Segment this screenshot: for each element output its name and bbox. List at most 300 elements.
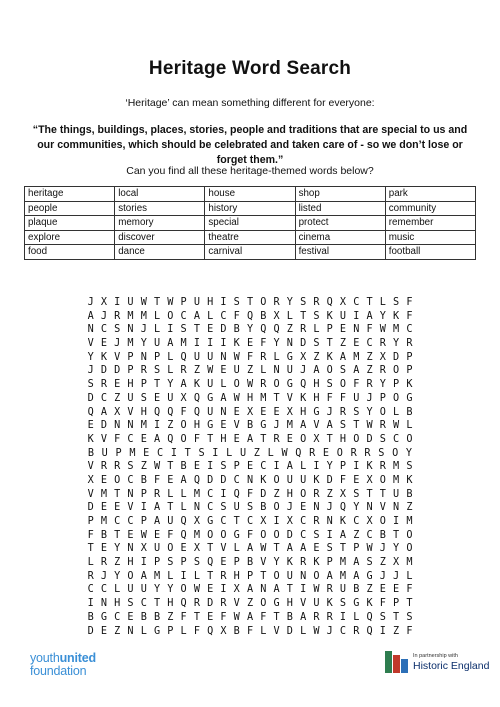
grid-letter: I xyxy=(170,447,177,459)
page-title: Heritage Word Search xyxy=(148,58,352,79)
grid-letter: R xyxy=(366,379,373,391)
grid-letter: V xyxy=(379,502,386,514)
grid-letter: A xyxy=(300,420,307,432)
grid-letter: P xyxy=(233,461,240,473)
grid-letter: C xyxy=(100,392,107,404)
historic-england-logo xyxy=(385,651,489,673)
grid-letter: X xyxy=(193,516,200,527)
youth-united-logo xyxy=(30,652,96,678)
grid-letter: A xyxy=(246,611,254,623)
grid-letter: K xyxy=(233,338,240,350)
grid-letter: S xyxy=(326,543,333,555)
grid-letter: P xyxy=(140,516,147,527)
grid-letter: Q xyxy=(339,502,347,514)
grid-letter: M xyxy=(393,474,400,486)
grid-letter: V xyxy=(273,625,280,637)
grid-letter: U xyxy=(207,351,214,363)
grid-letter: D xyxy=(393,351,400,363)
grid-letter: L xyxy=(180,625,187,637)
logo-word-youth: youth xyxy=(30,651,60,665)
grid-letter: V xyxy=(127,406,134,418)
grid-letter: O xyxy=(353,433,360,445)
grid-letter: G xyxy=(273,598,280,610)
grid-letter: P xyxy=(87,516,94,527)
grid-letter: D xyxy=(286,625,293,637)
grid-letter: S xyxy=(379,433,386,445)
grid-letter: L xyxy=(379,297,386,308)
grid-letter: A xyxy=(353,365,360,377)
grid-letter: Q xyxy=(300,379,307,391)
grid-letter: J xyxy=(114,338,121,350)
word-list-cell: history xyxy=(205,201,295,216)
grid-letter: R xyxy=(300,557,307,569)
grid-letter: V xyxy=(233,598,240,610)
word-list-cell: cinema xyxy=(295,230,385,245)
grid-letter: Y xyxy=(393,543,400,555)
grid-letter: J xyxy=(379,570,386,582)
grid-letter: V xyxy=(100,433,107,445)
grid-letter: E xyxy=(127,529,134,541)
grid-row xyxy=(84,474,416,488)
grid-row xyxy=(84,433,416,447)
grid-letter: M xyxy=(393,461,400,473)
word-list-row xyxy=(25,230,476,245)
grid-letter: R xyxy=(273,297,280,308)
grid-letter: L xyxy=(353,611,360,623)
grid-letter: C xyxy=(140,598,147,610)
grid-letter: Y xyxy=(273,338,280,350)
grid-letter: R xyxy=(309,447,316,459)
grid-letter: O xyxy=(127,570,134,582)
grid-letter: F xyxy=(406,584,413,596)
grid-letter: N xyxy=(286,338,293,350)
word-list-cell: special xyxy=(205,216,295,231)
word-list-row xyxy=(25,187,476,202)
grid-letter: U xyxy=(339,584,347,596)
grid-letter: P xyxy=(140,488,147,500)
grid-letter: H xyxy=(233,570,240,582)
grid-letter: C xyxy=(220,310,227,322)
grid-row xyxy=(84,310,416,324)
grid-letter: U xyxy=(233,502,240,514)
grid-letter: H xyxy=(246,392,254,404)
word-list-cell: remember xyxy=(385,216,475,231)
grid-letter: E xyxy=(140,433,147,445)
grid-letter: Z xyxy=(393,625,400,637)
grid-letter: E xyxy=(143,447,150,459)
grid-letter: L xyxy=(180,488,187,500)
grid-letter: C xyxy=(114,611,121,623)
grid-letter: L xyxy=(233,543,240,555)
grid-letter: A xyxy=(313,365,320,377)
grid-letter: S xyxy=(220,502,227,514)
grid-letter: O xyxy=(406,529,413,541)
grid-letter: L xyxy=(220,379,227,391)
grid-letter: R xyxy=(273,433,280,445)
grid-letter: X xyxy=(100,297,107,308)
grid-letter: X xyxy=(273,310,280,322)
grid-letter: L xyxy=(87,557,94,569)
grid-letter: Y xyxy=(405,447,413,459)
grid-letter: E xyxy=(313,543,320,555)
grid-letter: L xyxy=(114,584,121,596)
grid-letter: J xyxy=(100,570,107,582)
grid-letter: J xyxy=(393,570,400,582)
grid-letter: O xyxy=(379,406,386,418)
grid-letter: Q xyxy=(193,474,200,486)
grid-letter: M xyxy=(129,447,136,459)
grid-letter: U xyxy=(313,598,320,610)
grid-letter: I xyxy=(313,461,320,473)
grid-letter: V xyxy=(300,598,307,610)
grid-letter: U xyxy=(167,516,174,527)
grid-letter: T xyxy=(207,433,214,445)
grid-letter: D xyxy=(366,433,373,445)
grid-letter: L xyxy=(167,351,174,363)
grid-letter: R xyxy=(260,379,267,391)
grid-letter: P xyxy=(326,557,333,569)
grid-letter: P xyxy=(406,365,413,377)
grid-letter: N xyxy=(114,420,121,432)
grid-letter: T xyxy=(193,611,200,623)
grid-letter: A xyxy=(220,392,227,404)
grid-letter: E xyxy=(300,502,307,514)
word-list-cell: festival xyxy=(295,245,385,260)
grid-letter: L xyxy=(167,365,174,377)
grid-letter: T xyxy=(207,570,214,582)
grid-letter: Z xyxy=(353,529,360,541)
grid-letter: B xyxy=(406,488,413,500)
grid-letter: Y xyxy=(286,297,293,308)
grid-letter: I xyxy=(140,557,147,569)
grid-letter: R xyxy=(114,461,121,473)
grid-letter: T xyxy=(273,611,280,623)
grid-letter: Q xyxy=(207,557,214,569)
grid-letter: K xyxy=(286,557,293,569)
grid-letter: W xyxy=(313,625,320,637)
grid-letter: N xyxy=(260,584,267,596)
grid-letter: X xyxy=(313,433,320,445)
grid-letter: O xyxy=(339,379,347,391)
grid-letter: Y xyxy=(353,502,360,514)
grid-letter: B xyxy=(87,447,94,459)
word-list-cell: community xyxy=(385,201,475,216)
grid-letter: T xyxy=(167,461,174,473)
grid-letter: E xyxy=(260,406,267,418)
grid-letter: N xyxy=(353,324,360,336)
grid-letter: U xyxy=(193,351,200,363)
grid-letter: X xyxy=(300,351,307,363)
grid-letter: P xyxy=(393,598,400,610)
grid-letter: O xyxy=(260,598,267,610)
grid-letter: P xyxy=(115,447,122,459)
grid-letter: V xyxy=(286,392,293,404)
grid-letter: V xyxy=(114,351,121,363)
grid-letter: F xyxy=(180,611,187,623)
grid-letter: C xyxy=(260,461,267,473)
grid-letter: S xyxy=(313,310,320,322)
grid-letter: J xyxy=(300,365,307,377)
grid-letter: J xyxy=(87,365,94,377)
grid-letter: J xyxy=(326,406,333,418)
grid-letter: Y xyxy=(393,338,400,350)
grid-letter: M xyxy=(193,488,200,500)
grid-letter: A xyxy=(246,543,254,555)
grid-letter: U xyxy=(153,338,161,350)
grid-letter: T xyxy=(273,543,280,555)
grid-letter: E xyxy=(193,461,200,473)
grid-letter: D xyxy=(286,529,293,541)
grid-letter: S xyxy=(406,611,413,623)
grid-letter: F xyxy=(406,310,413,322)
grid-letter: T xyxy=(339,543,347,555)
grid-letter: R xyxy=(220,598,227,610)
grid-letter: O xyxy=(326,365,333,377)
grid-letter: N xyxy=(366,502,373,514)
word-list-cell: discover xyxy=(115,230,205,245)
grid-letter: Q xyxy=(153,406,161,418)
grid-letter: E xyxy=(167,474,174,486)
grid-letter: X xyxy=(260,516,267,527)
grid-row xyxy=(84,392,416,406)
grid-letter: Y xyxy=(140,338,147,350)
historic-england-name: Historic England xyxy=(413,659,490,672)
grid-letter: P xyxy=(233,557,240,569)
grid-letter: C xyxy=(180,310,187,322)
word-list-cell: shop xyxy=(295,187,385,202)
grid-letter: U xyxy=(393,488,400,500)
grid-letter: B xyxy=(87,611,94,623)
grid-letter: C xyxy=(300,516,307,527)
grid-letter: O xyxy=(379,474,386,486)
grid-letter: O xyxy=(180,433,187,445)
grid-letter: F xyxy=(246,488,254,500)
grid-letter: S xyxy=(127,598,134,610)
grid-letter: M xyxy=(153,570,161,582)
grid-letter: S xyxy=(167,557,174,569)
grid-letter: N xyxy=(246,474,254,486)
grid-letter: O xyxy=(336,447,343,459)
grid-letter: Y xyxy=(273,557,280,569)
grid-letter: N xyxy=(100,598,107,610)
grid-letter: Z xyxy=(167,611,174,623)
grid-letter: R xyxy=(300,324,307,336)
grid-letter: G xyxy=(313,406,320,418)
grid-letter: I xyxy=(273,516,280,527)
grid-letter: E xyxy=(233,433,240,445)
grid-letter: K xyxy=(406,379,413,391)
grid-letter: U xyxy=(339,310,347,322)
grid-letter: U xyxy=(127,584,134,596)
grid-letter: R xyxy=(379,461,386,473)
word-list-cell: football xyxy=(385,245,475,260)
grid-letter: Z xyxy=(406,502,413,514)
grid-letter: T xyxy=(273,392,280,404)
grid-letter: X xyxy=(393,557,400,569)
grid-letter: R xyxy=(379,338,386,350)
grid-letter: U xyxy=(286,474,293,486)
grid-letter: T xyxy=(193,324,200,336)
grid-letter: H xyxy=(193,420,200,432)
grid-row xyxy=(84,529,416,543)
grid-letter: L xyxy=(167,570,174,582)
grid-letter: U xyxy=(286,570,293,582)
grid-letter: F xyxy=(246,625,254,637)
grid-letter: E xyxy=(127,611,134,623)
grid-letter: U xyxy=(153,543,161,555)
grid-letter: P xyxy=(379,392,386,404)
grid-letter: P xyxy=(140,379,147,391)
grid-letter: R xyxy=(326,584,333,596)
grid-letter: R xyxy=(353,625,360,637)
grid-letter: C xyxy=(114,516,121,527)
grid-letter: C xyxy=(366,529,373,541)
grid-letter: T xyxy=(153,598,161,610)
grid-letter: D xyxy=(300,338,307,350)
grid-letter: Z xyxy=(379,557,386,569)
grid-letter: I xyxy=(87,598,94,610)
grid-letter: Z xyxy=(339,338,347,350)
grid-letter: S xyxy=(339,365,347,377)
grid-letter: Q xyxy=(233,488,240,500)
grid-letter: C xyxy=(100,584,107,596)
grid-letter: N xyxy=(127,543,134,555)
grid-letter: Z xyxy=(366,584,373,596)
grid-letter: W xyxy=(260,543,267,555)
grid-letter: B xyxy=(353,584,360,596)
grid-letter: U xyxy=(300,474,307,486)
grid-letter: Z xyxy=(313,351,320,363)
grid-letter: S xyxy=(198,447,205,459)
grid-letter: A xyxy=(300,611,307,623)
grid-letter: S xyxy=(300,297,307,308)
grid-letter: F xyxy=(339,392,347,404)
grid-letter: Z xyxy=(167,420,174,432)
grid-letter: F xyxy=(153,474,161,486)
grid-letter: V xyxy=(87,488,94,500)
grid-letter: J xyxy=(273,420,280,432)
grid-letter: C xyxy=(207,488,214,500)
grid-letter: Y xyxy=(246,324,254,336)
grid-letter: Q xyxy=(366,625,373,637)
grid-letter: S xyxy=(140,392,147,404)
grid-letter: G xyxy=(286,351,293,363)
grid-letter: E xyxy=(180,543,187,555)
grid-letter: Z xyxy=(366,365,373,377)
grid-letter: Q xyxy=(193,406,200,418)
grid-letter: F xyxy=(406,297,413,308)
grid-letter: C xyxy=(156,447,164,459)
grid-letter: S xyxy=(87,379,94,391)
grid-letter: O xyxy=(406,433,413,445)
grid-letter: B xyxy=(260,310,267,322)
grid-letter: O xyxy=(273,474,280,486)
grid-row xyxy=(84,611,416,625)
grid-letter: Y xyxy=(379,310,386,322)
grid-letter: M xyxy=(100,516,107,527)
grid-letter: H xyxy=(114,598,121,610)
grid-letter: T xyxy=(393,529,400,541)
word-list-cell: local xyxy=(115,187,205,202)
grid-letter: K xyxy=(313,474,320,486)
grid-letter: J xyxy=(326,625,333,637)
grid-letter: O xyxy=(392,447,399,459)
grid-letter: O xyxy=(220,529,227,541)
grid-letter: X xyxy=(114,406,121,418)
logo-word-foundation: foundation xyxy=(30,664,87,678)
grid-letter: S xyxy=(379,611,386,623)
grid-letter: O xyxy=(167,310,174,322)
grid-letter: U xyxy=(140,584,147,596)
grid-letter: K xyxy=(393,310,400,322)
grid-letter: E xyxy=(114,502,121,514)
grid-letter: S xyxy=(246,502,254,514)
grid-letter: C xyxy=(100,324,107,336)
grid-letter: X xyxy=(87,474,94,486)
grid-letter: D xyxy=(114,365,121,377)
grid-letter: N xyxy=(193,502,200,514)
grid-letter: I xyxy=(300,584,307,596)
word-list-cell: protect xyxy=(295,216,385,231)
grid-letter: L xyxy=(193,570,200,582)
grid-letter: N xyxy=(127,420,134,432)
grid-letter: U xyxy=(207,379,214,391)
grid-letter: A xyxy=(167,338,174,350)
grid-letter: L xyxy=(273,351,280,363)
grid-letter: Q xyxy=(366,611,373,623)
grid-letter: O xyxy=(180,420,187,432)
grid-letter: A xyxy=(87,310,94,322)
grid-letter: G xyxy=(366,570,373,582)
grid-letter: N xyxy=(313,502,320,514)
grid-letter: R xyxy=(100,379,107,391)
grid-letter: L xyxy=(393,406,400,418)
grid-letter: B xyxy=(260,502,267,514)
grid-letter: H xyxy=(313,379,320,391)
grid-letter: W xyxy=(233,611,240,623)
grid-letter: K xyxy=(326,598,333,610)
partnership-label: In partnership with xyxy=(413,652,458,659)
grid-letter: I xyxy=(212,447,219,459)
grid-letter: C xyxy=(87,584,94,596)
grid-letter: H xyxy=(127,379,134,391)
grid-letter: F xyxy=(339,474,347,486)
grid-letter: G xyxy=(207,420,214,432)
grid-letter: O xyxy=(114,474,121,486)
grid-letter: Q xyxy=(180,529,187,541)
grid-letter: L xyxy=(406,420,413,432)
grid-letter: T xyxy=(207,543,214,555)
grid-letter: U xyxy=(193,297,200,308)
grid-letter: T xyxy=(366,488,373,500)
word-list-cell: theatre xyxy=(205,230,295,245)
grid-letter: W xyxy=(193,584,200,596)
grid-letter: A xyxy=(286,461,293,473)
grid-letter: W xyxy=(313,584,320,596)
word-list-cell: carnival xyxy=(205,245,295,260)
grid-letter: U xyxy=(233,365,240,377)
grid-letter: O xyxy=(260,297,267,308)
grid-letter: T xyxy=(153,297,161,308)
word-list-cell: dance xyxy=(115,245,205,260)
grid-letter: P xyxy=(353,543,360,555)
grid-letter: T xyxy=(260,433,267,445)
grid-letter: Q xyxy=(180,351,187,363)
grid-letter: O xyxy=(406,543,413,555)
grid-letter: E xyxy=(246,338,254,350)
grid-letter: S xyxy=(127,461,134,473)
grid-letter: M xyxy=(127,310,134,322)
